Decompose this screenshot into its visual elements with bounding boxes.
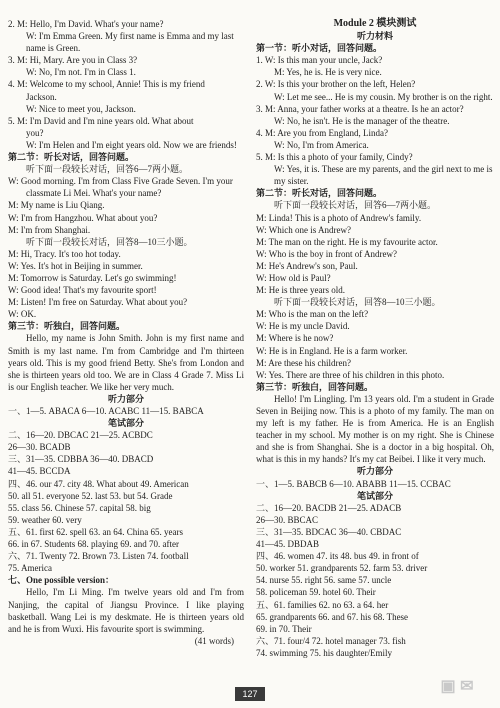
left-column-line: 六、71. Twenty 72. Brown 73. Listen 74. football — [8, 551, 189, 562]
right-column-line: W: No, I'm from America. — [274, 139, 369, 150]
right-column-line: 一、1—5. BABCB 6—10. ABABB 11—15. CCBAC — [256, 478, 451, 489]
left-column-line: W: I'm Emma Green. My first name is Emma and my last name is Green. — [26, 31, 234, 54]
left-column-line: 第二节：听长对话，回答问题。 — [8, 152, 135, 163]
left-column-line: M: My name is Liu Qiang. — [8, 200, 105, 211]
left-column-line: 五、61. first 62. spell 63. an 64. China 65. years — [8, 526, 183, 537]
left-column-line: 三、31—35. CDBBA 36—40. DBACD — [8, 454, 154, 465]
right-column-line: 1. W: Is this man your uncle, Jack? — [256, 55, 383, 66]
left-column-line: M: Hi, Tracy. It's too hot today. — [8, 248, 121, 259]
right-column-line: 54. nurse 55. right 56. same 57. uncle — [256, 575, 392, 586]
left-column-line: W: Nice to meet you, Jackson. — [26, 103, 136, 114]
right-column-line: 第二节：听长对话，回答问题。 — [256, 188, 383, 199]
left-column-line: 听下面一段较长对话，回答8—10三小题。 — [26, 236, 193, 247]
left-column-line: W: No, I'm not. I'm in Class 1. — [26, 67, 136, 78]
right-column-line: W: Yes. There are three of his children in this photo. — [256, 369, 445, 380]
right-column-line: 第三节：听独白，回答问题。 — [256, 381, 374, 392]
left-column-line: 七、One possible version： — [8, 575, 115, 586]
right-column-line: W: Let me see... He is my cousin. My brother is on the right. — [274, 91, 493, 102]
left-column-line: M: Listen! I'm free on Saturday. What about you? — [8, 297, 188, 308]
right-column-line: 听力部分 — [356, 466, 393, 477]
right-column-line: 41—45. DBDAB — [256, 539, 320, 550]
left-column-line: W: I'm from Hangzhou. What about you? — [8, 212, 158, 223]
right-column-line: Module 2 模块测试 — [333, 18, 417, 29]
left-column-line: Hello, I'm Li Ming. I'm twelve years old and I'm from Nanjing, the capital of Jiangsu Province. I like playing basketball. Wang Lei is my deskmate. He is thirteen years old and he is from Wuxi. His favourite sport is swimming. — [8, 587, 244, 634]
right-column-line: 69. in 70. Their — [256, 623, 312, 634]
left-column-line: W: I'm Helen and I'm eight years old. Now we are friends! — [26, 139, 237, 150]
right-column-line: M: He is three years old. — [256, 285, 345, 296]
left-column-line: 66. in 67. Students 68. playing 69. and 70. after — [8, 539, 179, 550]
right-column-line: 听下面一段较长对话，回答8—10三小题。 — [274, 297, 441, 308]
right-column-line: 50. worker 51. grandparents 52. farm 53. driver — [256, 563, 428, 574]
left-column-line: W: Good morning. I'm from Class Five Grade Seven. I'm your — [8, 176, 233, 187]
right-column-line: 笔试部分 — [356, 490, 393, 501]
right-column-line: 听下面一段较长对话，回答6—7两小题。 — [274, 200, 437, 211]
right-column-line: M: He's Andrew's son, Paul. — [256, 260, 358, 271]
left-column-line: 5. M: I'm David and I'm nine years old. What about — [8, 115, 194, 126]
right-column-line: 六、71. four/4 72. hotel manager 73. fish — [256, 635, 406, 646]
left-column-line: 55. class 56. Chinese 57. capital 58. big — [8, 502, 151, 513]
left-column-line: Jackson. — [26, 91, 57, 102]
right-column-line: 第一节：听小对话，回答问题。 — [256, 43, 383, 54]
left-column-line: 75. America — [8, 563, 52, 574]
right-column-line: W: He is in England. He is a farm worker. — [256, 345, 408, 356]
left-column — [8, 18, 244, 647]
right-column-line: 五、61. families 62. no 63. a 64. her — [256, 599, 389, 610]
right-column-line: Hello! I'm Lingling. I'm 13 years old. I'm a student in Grade Seven in Beijing now. This is a photo of my family. The man on my left is my father. He is from America. He is an English teacher in my school. My mother is on my right. She is Chinese and she is from Shanghai. She is a doctor in a big hospital. Oh, what is this in my hands? It's my cat Beibei. I like it very much. — [256, 393, 494, 465]
right-column-line: M: Are these his children? — [256, 357, 351, 368]
right-column-line: 听力材料 — [356, 31, 393, 42]
left-column-line: 一、1—5. ABACA 6—10. ACABC 11—15. BABCA — [8, 406, 204, 416]
right-column-line: W: No, he isn't. He is the manager of the theatre. — [274, 115, 450, 126]
left-column-line: W: Good idea! That's my favourite sport! — [8, 285, 157, 296]
right-column-line: 58. policeman 59. hotel 60. Their — [256, 587, 376, 598]
right-column-line: W: He is my uncle David. — [256, 321, 350, 332]
page-number: 127 — [235, 687, 265, 701]
right-column-line: W: How old is Paul? — [256, 272, 331, 283]
right-column — [256, 18, 494, 659]
right-column-line: M: The man on the right. He is my favourite actor. — [256, 236, 438, 247]
right-column-line: 5. M: Is this a photo of your family, Cindy? — [256, 152, 413, 163]
right-column-line: M: Who is the man on the left? — [256, 309, 369, 320]
right-column-line: 4. M: Are you from England, Linda? — [256, 127, 388, 138]
left-column-line: M: Tomorrow is Saturday. Let's go swimming! — [8, 272, 177, 283]
right-column-line: W: Yes, it is. These are my parents, and the girl next to me is my sister. — [274, 164, 493, 187]
left-column-line: classmate Li Mei. What's your name? — [26, 188, 162, 199]
watermark-logo-icon: ▣ ✉ — [440, 678, 474, 695]
right-column-line: 三、31—35. BDCAC 36—40. CBDAC — [256, 526, 402, 537]
left-column-line: 4. M: Welcome to my school, Annie! This is my friend — [8, 79, 205, 90]
right-column-line: M: Linda! This is a photo of Andrew's family. — [256, 212, 422, 223]
left-column-line: 50. all 51. everyone 52. last 53. but 54. Grade — [8, 490, 173, 501]
left-column-line: W: OK. — [8, 309, 37, 320]
left-column-line: 41—45. BCCDA — [8, 466, 71, 477]
left-column-line: W: Yes. It's hot in Beijing in summer. — [8, 260, 143, 271]
right-column-line: W: Which one is Andrew? — [256, 224, 351, 235]
right-column-line: 二、16—20. BACDB 21—25. ADACB — [256, 502, 402, 513]
left-column-line: (41 words) — [194, 635, 234, 646]
left-column-line: M: I'm from Shanghai. — [8, 224, 91, 235]
left-column-line: 2. M: Hello, I'm David. What's your name? — [8, 19, 164, 29]
right-column-line: 四、46. women 47. its 48. bus 49. in front of — [256, 551, 419, 562]
left-column-line: you? — [26, 127, 44, 138]
right-column-line: 26—30. BBCAC — [256, 514, 319, 525]
left-column-line: 3. M: Hi, Mary. Are you in Class 3? — [8, 55, 138, 66]
right-column-line: 3. M: Anna, your father works at a theatre. Is he an actor? — [256, 103, 464, 114]
left-column-line: 四、46. our 47. city 48. What about 49. American — [8, 478, 189, 489]
right-column-line: 65. grandparents 66. and 67. his 68. These — [256, 611, 409, 622]
left-column-line: 26—30. BCADB — [8, 442, 71, 453]
left-column-line: Hello, my name is John Smith. John is my first name and Smith is my last name. I'm from Cambridge and I'm thirteen years old. This is my good friend Betty. She's from London and she is thirteen years old too. We are in Class 4 Grade 7. Miss Li is our English teacher. We like her very much. — [8, 333, 244, 392]
left-column-line: 笔试部分 — [107, 418, 144, 429]
right-column-line: 74. swimming 75. his daughter/Emily — [256, 647, 392, 658]
right-column-line: M: Yes, he is. He is very nice. — [274, 67, 382, 78]
left-column-line: 第三节：听独白，回答问题。 — [8, 321, 126, 332]
right-column-line: W: Who is the boy in front of Andrew? — [256, 248, 397, 259]
left-column-line: 听下面一段较长对话，回答6—7两小题。 — [26, 164, 189, 175]
left-column-line: 二、16—20. DBCAC 21—25. ACBDC — [8, 430, 153, 441]
right-column-line: 2. W: Is this your brother on the left, Helen? — [256, 79, 416, 90]
right-column-line: M: Where is he now? — [256, 333, 334, 344]
left-column-line: 59. weather 60. very — [8, 514, 82, 525]
left-column-line: 听力部分 — [107, 393, 144, 404]
